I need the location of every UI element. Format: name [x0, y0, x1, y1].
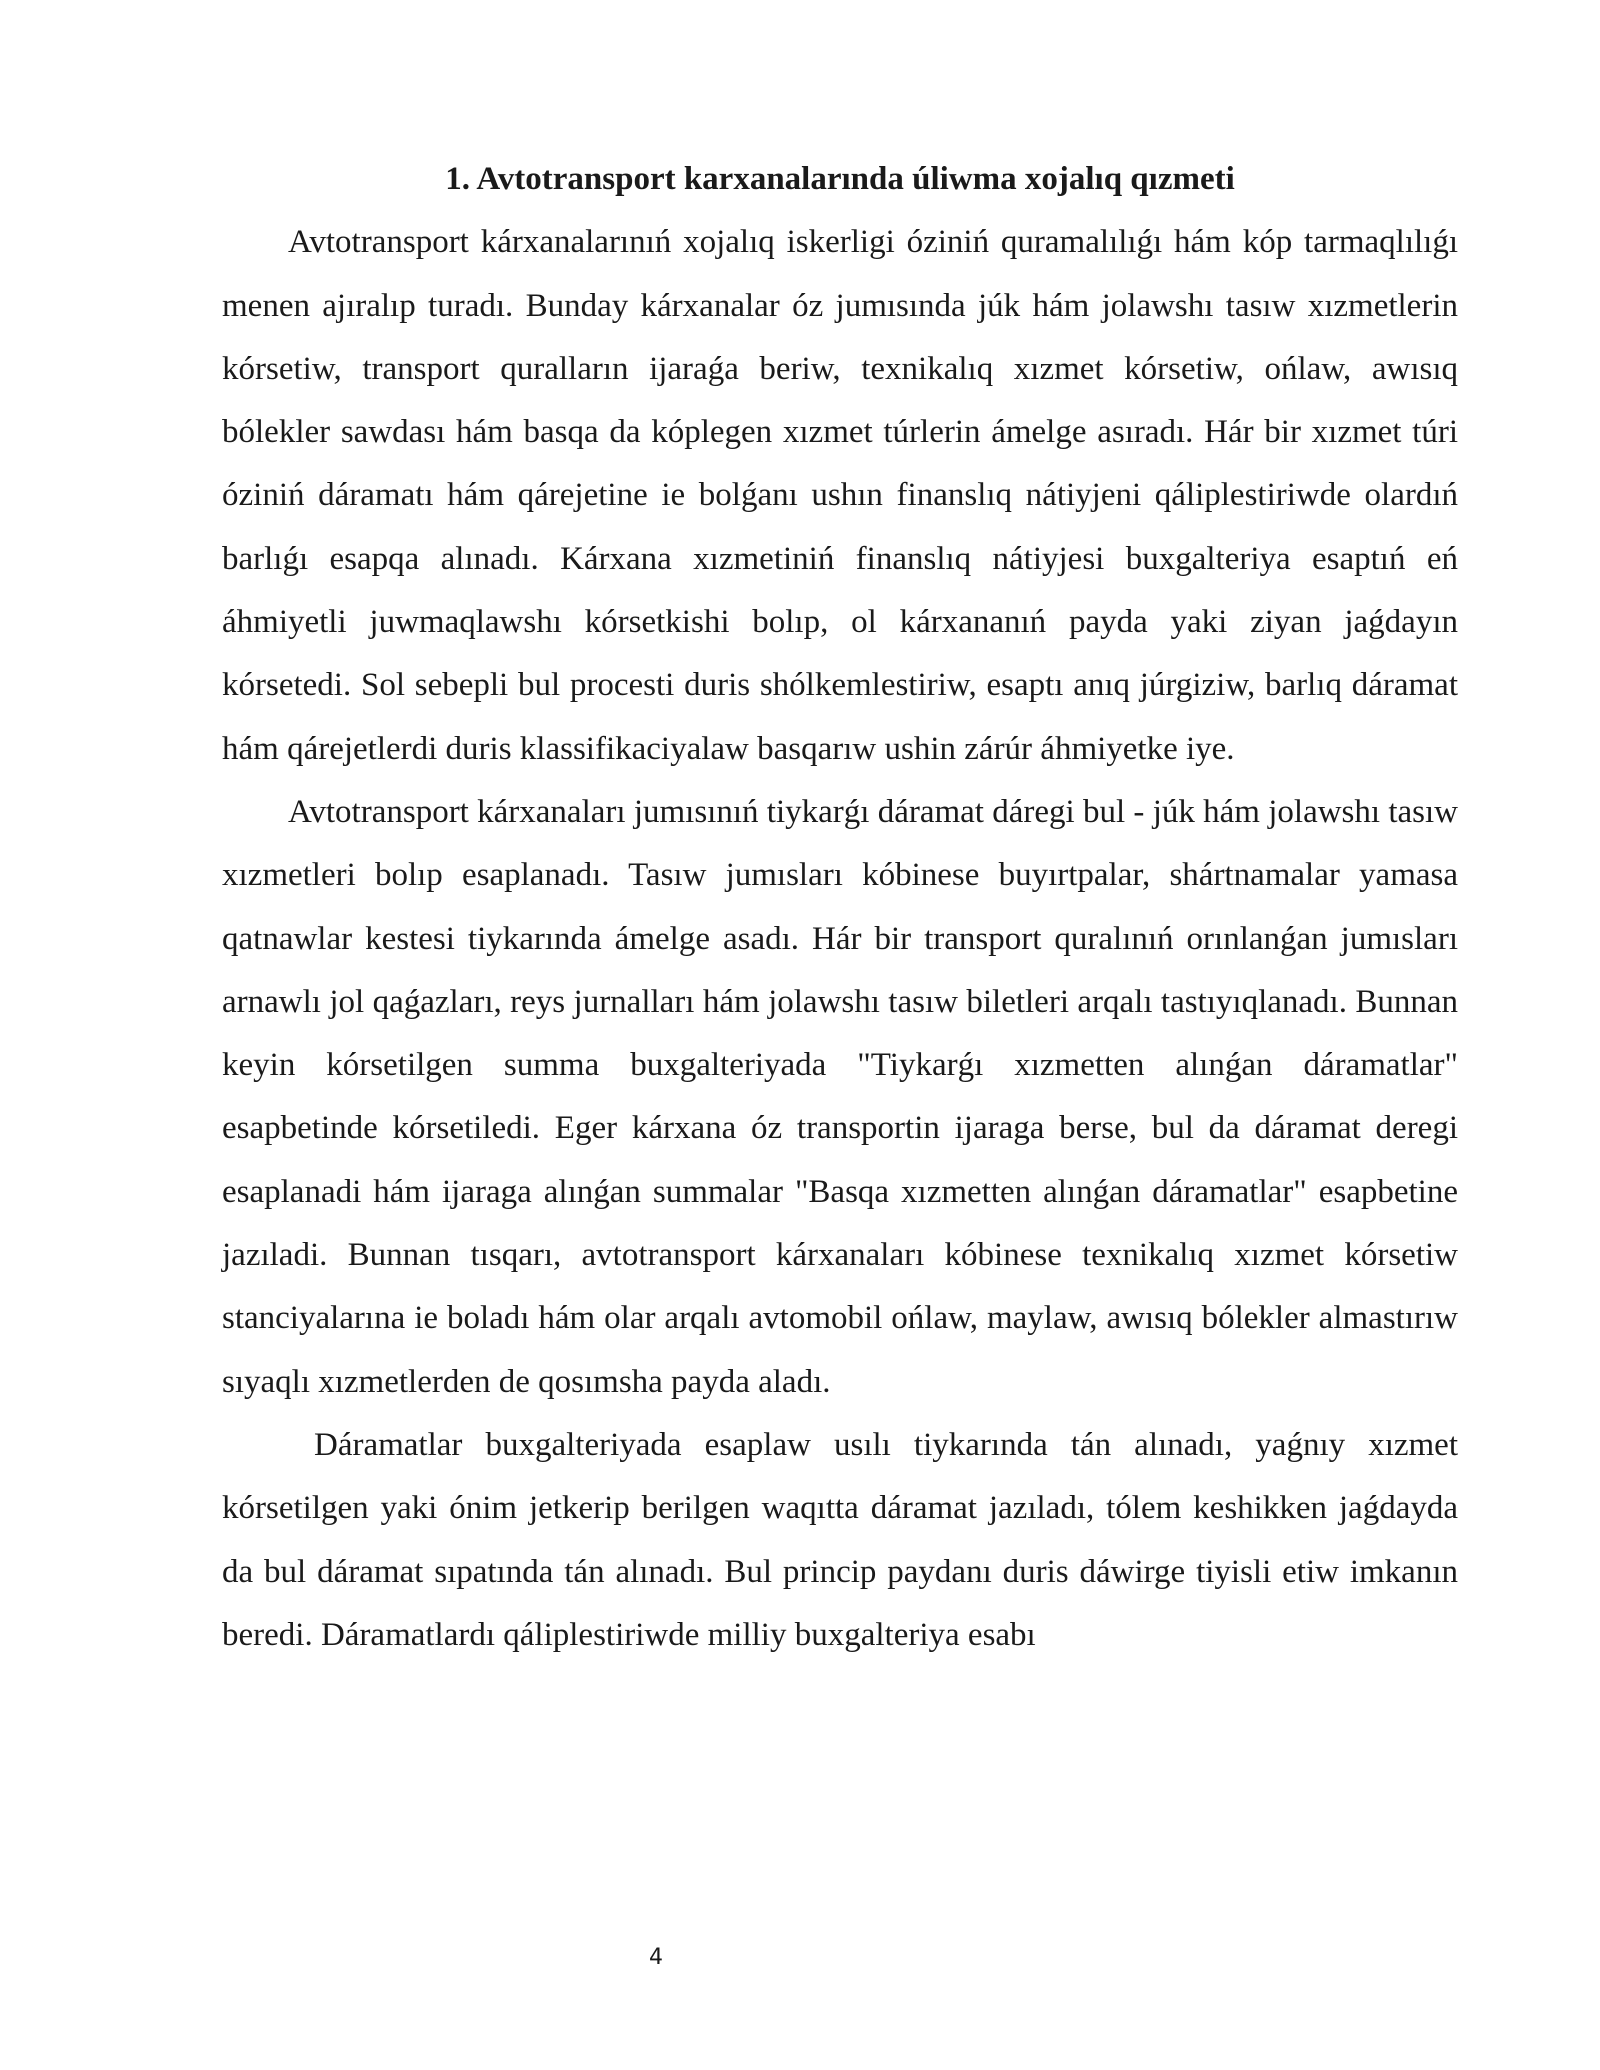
section-title: 1. Avtotransport karxanalarında úliwma xojalıq qızmeti — [445, 161, 1235, 197]
paragraph-2: Avtotransport kárxanaları jumısınıń tiykarǵı dáramat dáregi bul - júk hám jolawshı tasıw xızmetleri bolıp esaplanadı. Tasıw jumısları kóbinese buyırtpalar, shártnamalar yamasa qatnawlar kestesi tiykarında ámelge asadı. Hár bir transport quralınıń orınlanǵan jumısları arnawlı jol qaǵazları, reys jurnalları hám jolawshı tasıw biletleri arqalı tastıyıqlanadı. Bunnan keyin kórsetilgen summa buxgalteriyada "Tiykarǵı xızmetten alınǵan dáramatlar" esapbetinde kórsetiledi. Eger kárxana óz transportin ijaraga berse, bul da dáramat deregi esaplanadi hám ijaraga alınǵan summalar "Basqa xızmetten alınǵan dáramatlar" esapbetine jazıladi. Bunnan tısqarı, avtotransport kárxanaları kóbinese texnikalıq xızmet kórsetiw stanciyalarına ie boladı hám olar arqalı avtomobil ońlaw, maylaw, awısıq bólekler almastırıw sıyaqlı xızmetlerden de qosımsha payda aladı. — [222, 793, 1458, 1400]
paragraph-1: Avtotransport kárxanalarınıń xojalıq iskerligi óziniń quramalılıǵı hám kóp tarmaqlılıǵı menen ajıralıp turadı. Bunday kárxanalar óz jumısında júk hám jolawshı tasıw xızmetlerin kórsetiw, transport quralların ijaraǵa beriw, texnikalıq xızmet kórsetiw, ońlaw, awısıq bólekler sawdası hám basqa da kóplegen xızmet túrlerin ámelge asıradı. Hár bir xızmet túri óziniń dáramatı hám qárejetine ie bolǵanı ushın finanslıq nátiyjeni qáliplestiriwde olardıń barlıǵı esapqa alınadı. Kárxana xızmetiniń finanslıq nátiyjesi buxgalteriya esaptıń eń áhmiyetli juwmaqlawshı kórsetkishi bolıp, ol kárxananıń payda yaki ziyan jaǵdayın kórsetedi. Sol sebepli bul procesti duris shólkemlestiriw, esaptı anıq júrgiziw, barlıq dáramat hám qárejetlerdi duris klassifikaciyalaw basqarıw ushin zárúr áhmiyetke iye. — [222, 224, 1458, 767]
page-number: 4 — [649, 1945, 663, 1970]
page-content — [222, 148, 1458, 1667]
paragraph-3: Dáramatlar buxgalteriyada esaplaw usılı tiykarında tán alınadı, yaǵnıy xızmet kórsetilgen yaki ónim jetkerip berilgen waqıtta dáramat jazıladı, tólem keshikken jaǵdayda da bul dáramat sıpatında tán alınadı. Bul princip paydanı duris dáwirge tiyisli etiw imkanın beredi. Dáramatlardı qáliplestiriwde milliy buxgalteriya esabı — [222, 1426, 1458, 1653]
